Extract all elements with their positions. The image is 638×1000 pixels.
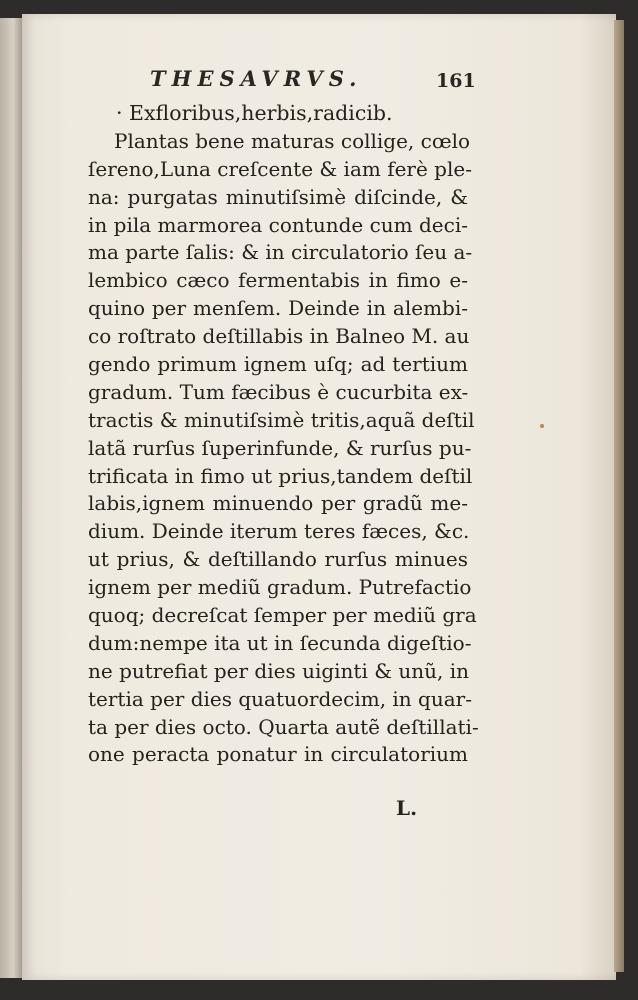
- running-head-title: THESAVRVS.: [150, 66, 363, 91]
- text-line: trificata in fimo ut prius,tandem deſtil: [88, 463, 473, 488]
- page-fore-edge: [614, 20, 624, 972]
- text-line: Plantas bene maturas collige, cœlo: [114, 128, 471, 153]
- text-line: ut prius, & deſtillando rurſus minues: [88, 547, 468, 572]
- text-line: labis,ignem minuendo per gradũ me-: [88, 491, 468, 516]
- text-line: co roſtrato deſtillabis in Balneo M. au: [88, 324, 470, 349]
- text-line: ne putrefiat per dies uiginti & unũ, in: [88, 658, 470, 683]
- page-number: 161: [436, 70, 476, 92]
- text-line: tertia per dies quatuordecim, in quar-: [88, 686, 472, 711]
- text-line: quino per menſem. Deinde in alembi-: [88, 296, 468, 321]
- text-line: ta per dies octo. Quarta autẽ deſtillati-: [88, 714, 479, 739]
- text-line: in pila marmorea contunde cum deci-: [88, 212, 468, 237]
- ink-speck: [540, 424, 544, 428]
- text-line: one peracta ponatur in circulatorium: [88, 742, 468, 767]
- facing-page-edge: [0, 18, 22, 978]
- section-heading: · Exfloribus,herbis,radicib.: [116, 101, 393, 125]
- text-line: gradum. Tum fæcibus è cucurbita ex-: [88, 379, 469, 404]
- text-line: dum:nempe ita ut in ſecunda digeſtio-: [88, 630, 472, 655]
- text-line: quoq; decreſcat ſemper per mediũ gra: [88, 603, 477, 628]
- text-line: dium. Deinde iterum teres fæces, &c.: [88, 519, 470, 544]
- text-line: ignem per mediũ gradum. Putrefactio: [88, 575, 472, 600]
- text-line: ma parte ſalis: & in circulatorio ſeu a-: [88, 240, 473, 265]
- body-text: [88, 100, 479, 769]
- text-line: gendo primum ignem uſq; ad tertium: [88, 352, 468, 377]
- signature-mark: L.: [396, 796, 418, 820]
- text-line: na: purgatas minutiſsimè diſcinde, &: [88, 184, 468, 209]
- text-line: latã rurſus ſuperinfunde, & rurſus pu-: [88, 435, 472, 460]
- text-line: ſereno,Luna creſcente & iam ferè ple-: [88, 156, 472, 181]
- text-line: lembico cæco fermentabis in fimo e-: [88, 268, 468, 293]
- text-line: tractis & minutiſsimè tritis,aquã deſtil: [88, 407, 475, 432]
